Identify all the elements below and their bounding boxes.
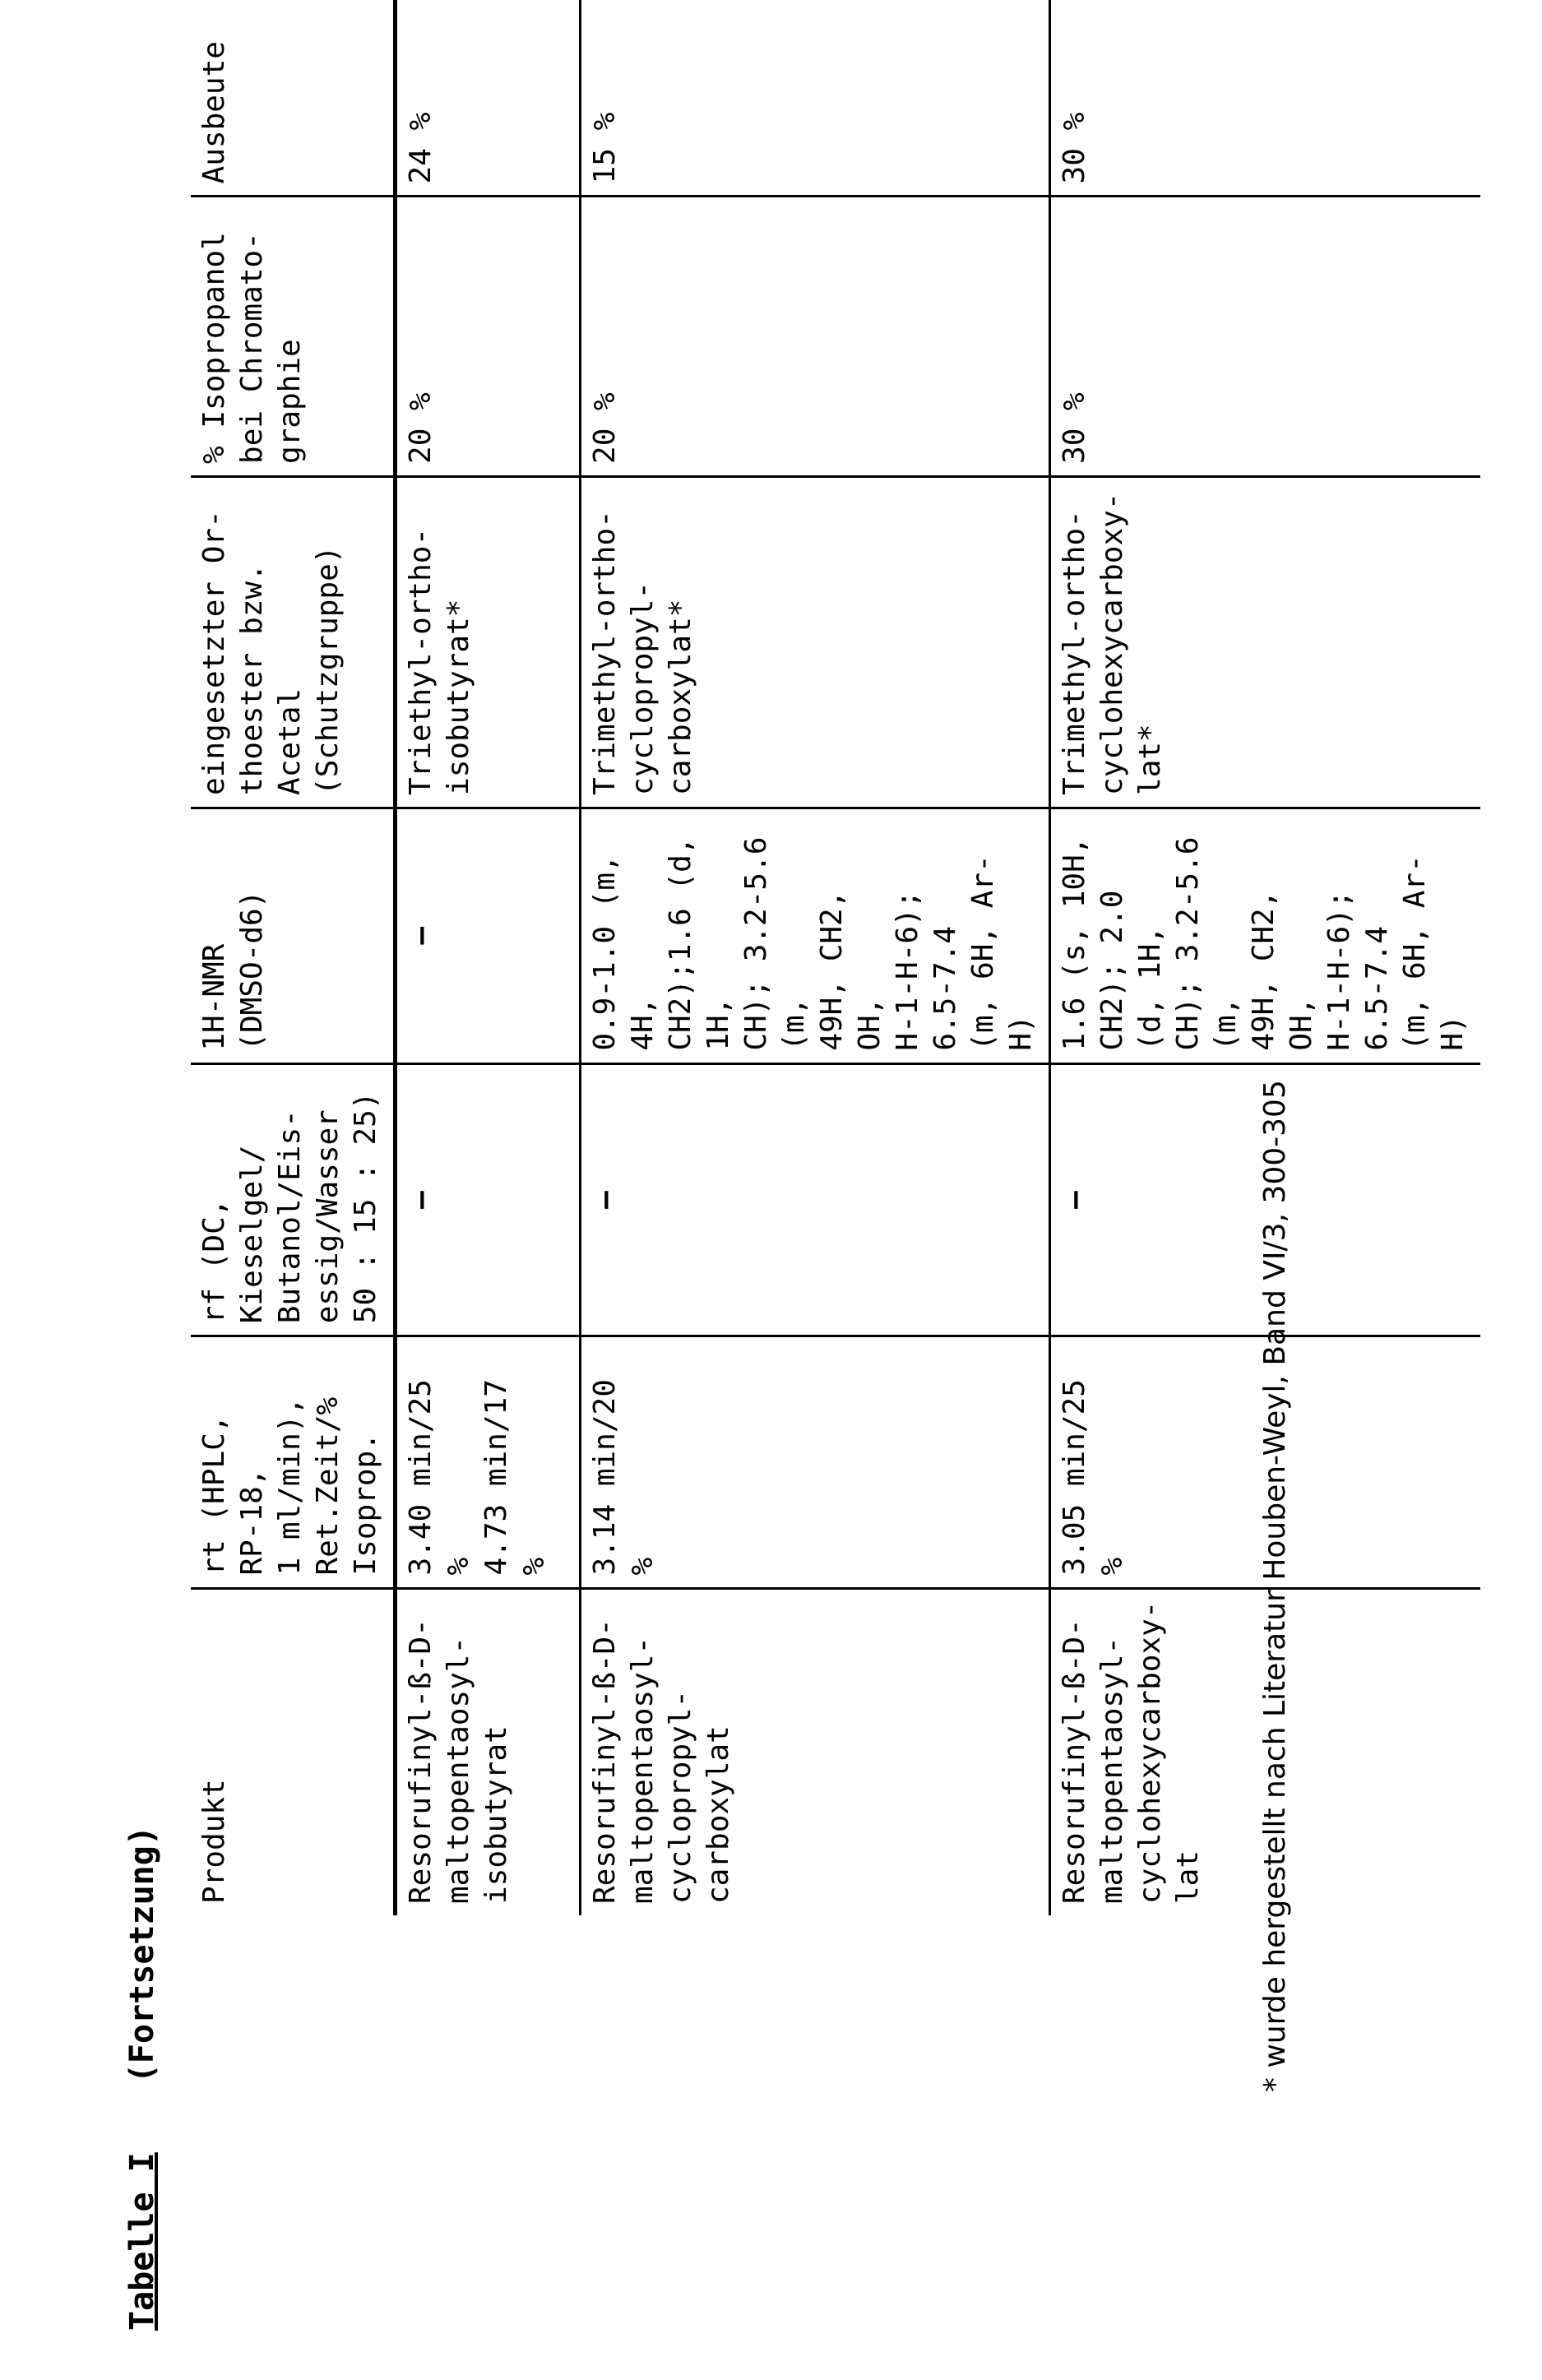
header-rt-hplc: rt (HPLC, RP-18, 1 ml/min), Ret.Zeit/% Isoprop. <box>191 1336 396 1588</box>
table-row <box>396 0 581 1915</box>
cell-nmr: 0.9-1.0 (m, 4H, CH2);1.6 (d, 1H, CH); 3.2-5.6 (m, 49H, CH2, OH, H-1-H-6); 6.5-7.4 (m, 6H, Ar-H) <box>581 808 1050 1063</box>
cell-ausbeute: 15 % <box>581 0 1050 197</box>
cell-isopropanol: 20 % <box>581 197 1050 477</box>
table-continuation: (Fortsetzung) <box>123 1826 161 2084</box>
table-row <box>581 0 1050 1915</box>
cell-produkt: Resorufinyl-ß-D- maltopentaosyl- cyclopropyl- carboxylat <box>581 1588 1050 1915</box>
cell-nmr: — <box>396 808 581 1063</box>
table-title: Tabelle I <box>123 2152 161 2331</box>
cell-orthoester: Trimethyl-ortho- cyclohexycarboxy- lat* <box>1050 476 1481 808</box>
header-orthoester: eingesetzter Or- thoester bzw. Acetal (Schutzgruppe) <box>191 476 396 808</box>
header-isopropanol: % Isopropanol bei Chromato- graphie <box>191 197 396 477</box>
cell-nmr: 1.6 (s, 10H, CH2); 2.0 (d, 1H, CH); 3.2-5.6 (m, 49H, CH2, OH, H-1-H-6); 6.5-7.4 (m, 6H, Ar-H) <box>1050 808 1481 1063</box>
header-produkt: Produkt <box>191 1588 396 1915</box>
cell-rf: — <box>396 1063 581 1336</box>
cell-produkt: Resorufinyl-ß-D- maltopentaosyl- isobutyrat <box>396 1588 581 1915</box>
cell-isopropanol: 30 % <box>1050 197 1481 477</box>
header-nmr: 1H-NMR (DMSO-d6) <box>191 808 396 1063</box>
header-row <box>191 0 396 1915</box>
cell-orthoester: Triethyl-ortho- isobutyrat* <box>396 476 581 808</box>
cell-produkt: Resorufinyl-ß-D- maltopentaosyl- cyclohexycarboxy- lat <box>1058 1600 1205 1904</box>
cell-ausbeute: 24 % <box>396 0 581 197</box>
cell-rt: 3.05 min/25 % <box>1050 1336 1481 1588</box>
header-rf-dc: rf (DC, Kieselgel/ Butanol/Eis- essig/Wasser 50 : 15 : 25) <box>191 1063 396 1336</box>
cell-rf: — <box>581 1063 1050 1336</box>
cell-rt: 3.14 min/20 % <box>581 1336 1050 1588</box>
table-caption <box>123 1826 161 2331</box>
cell-ausbeute: 30 % <box>1050 0 1481 197</box>
footnote: * wurde hergestellt nach Literatur Houben-Weyl, Band VI/3, 300-305 <box>1258 1080 1292 2092</box>
cell-rf: — <box>1050 1063 1481 1336</box>
header-ausbeute: Ausbeute <box>191 0 396 197</box>
cell-isopropanol: 20 % <box>396 197 581 477</box>
cell-rt: 3.40 min/25 % 4.73 min/17 % <box>396 1336 581 1588</box>
cell-orthoester: Trimethyl-ortho- cyclopropyl- carboxylat* <box>581 476 1050 808</box>
